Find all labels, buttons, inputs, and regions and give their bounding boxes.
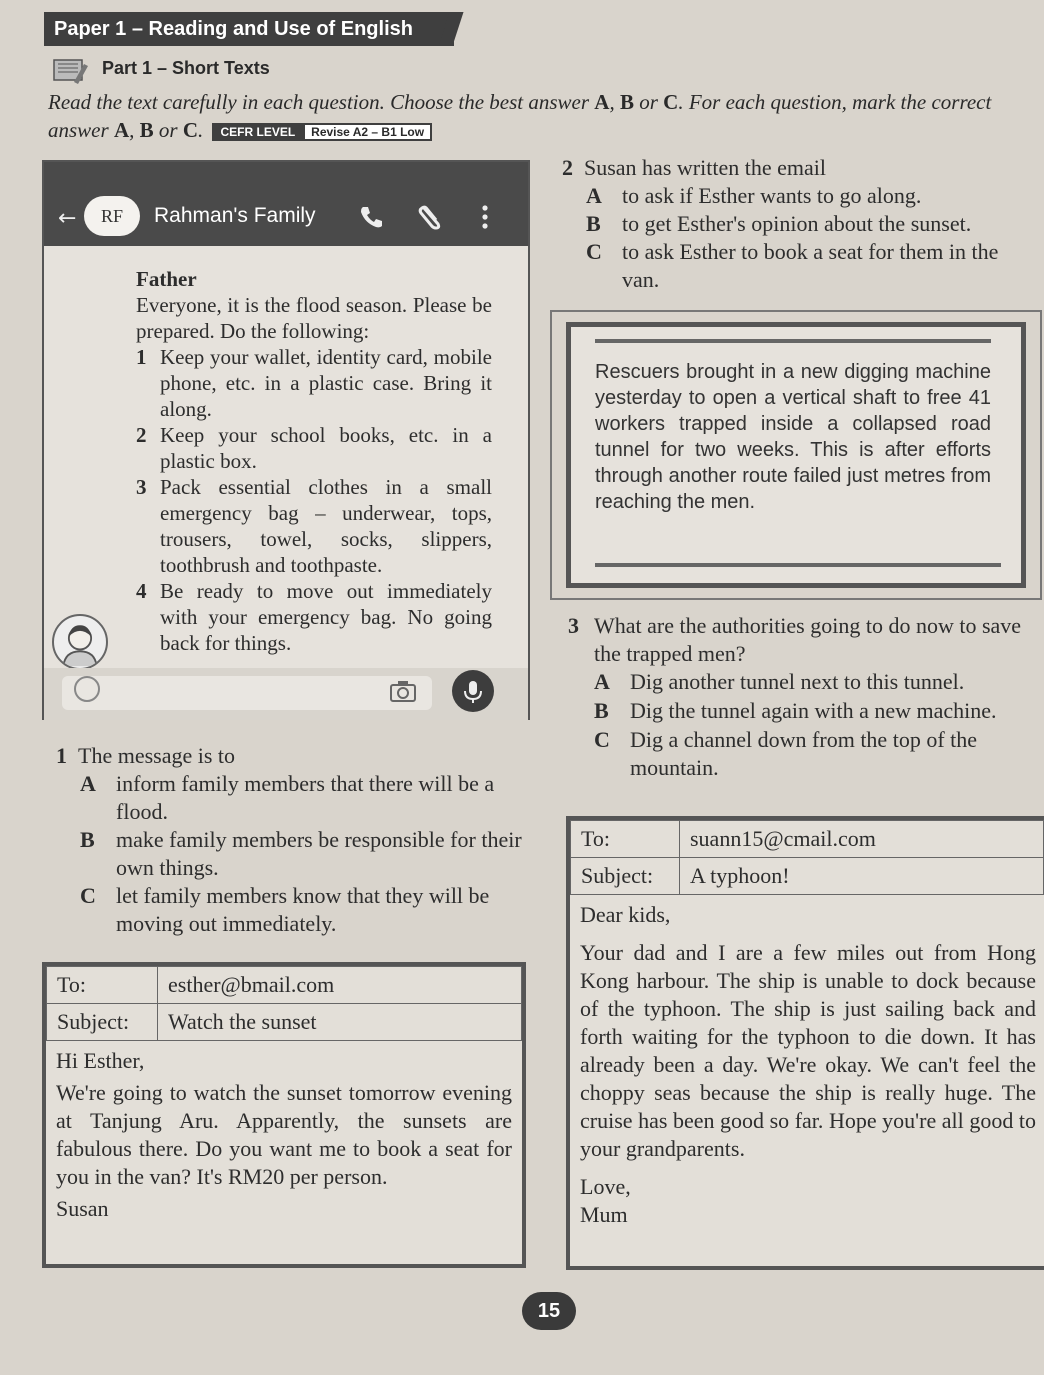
to-value: esther@bmail.com <box>158 967 522 1004</box>
to-label: To: <box>47 967 158 1004</box>
chat-screenshot <box>42 160 530 720</box>
news-text: Rescuers brought in a new digging machine yesterday to open a vertical shaft to free 41 workers trapped inside a collapsed road tunnel for two weeks. This is after efforts through another route failed just metres from reaching the men. <box>595 361 991 513</box>
email-signoff: Susan <box>56 1196 109 1221</box>
email-header-table <box>570 820 1044 895</box>
email-text: Your dad and I are a few miles out from Hong Kong harbour. The ship is unable to dock because of the typhoon. The ship is just sailing back and forth waiting for the typhoon to die down. It has already been a day. We're okay. We can't feel the choppy seas because the ship is really huge. The cruise has been good so far. Hope you're all good to your grandparents. <box>580 940 1036 1161</box>
microphone-button[interactable] <box>452 670 494 712</box>
chat-header <box>44 162 528 246</box>
cefr-badge: CEFR LEVEL Revise A2 – B1 Low <box>212 118 432 146</box>
message-list <box>136 344 492 656</box>
question-3-options: A Dig another tunnel next to this tunnel. B Dig the tunnel again with a new machine. C Dig a channel down from the top of the mountain. <box>594 669 997 780</box>
page-number: 15 <box>522 1292 576 1330</box>
email-body <box>570 895 1044 1235</box>
to-label: To: <box>571 821 680 858</box>
more-options-icon[interactable] <box>480 204 490 230</box>
subject-value: A typhoon! <box>680 858 1044 895</box>
news-top-rule <box>595 339 991 343</box>
list-item: 4 Be ready to move out immediately with your emergency bag. No going back for things. <box>136 579 492 655</box>
paper-title: Paper 1 – Reading and Use of English <box>44 12 454 46</box>
message-intro: Everyone, it is the flood season. Please be prepared. Do the following: <box>136 293 492 343</box>
part-title: Part 1 – Short Texts <box>102 58 270 78</box>
question-2: 2 Susan has written the email <box>562 155 826 180</box>
list-item: 1 Keep your wallet, identity card, mobile phone, etc. in a plastic case. Bring it along. <box>136 345 492 421</box>
subject-label: Subject: <box>47 1004 158 1041</box>
message-input[interactable] <box>62 676 432 710</box>
camera-icon[interactable] <box>390 680 416 702</box>
email-signoff: Mum <box>580 1202 628 1227</box>
subject-label: Subject: <box>571 858 680 895</box>
list-item: 2 Keep your school books, etc. in a plastic box. <box>136 423 492 473</box>
book-stack-icon <box>48 56 90 86</box>
message-sender: Father <box>136 267 197 291</box>
instructions: Read the text carefully in each question. Choose the best answer A, B or C. For each question, mark the correct answer A, B or C. CEFR LEVEL Revise A2 – B1 Low <box>48 88 1038 146</box>
news-bottom-rule <box>595 563 1001 567</box>
question-1: 1 The message is to <box>56 743 236 768</box>
question-1-options: A inform family members that there will be a flood. B make family members be responsible for their own things. C let family members know that they will be moving out immediately. <box>80 771 522 936</box>
paperclip-icon[interactable] <box>416 202 444 232</box>
email-body <box>46 1041 522 1229</box>
email-sunset <box>42 962 526 1268</box>
phone-icon[interactable] <box>358 204 384 230</box>
chat-message <box>136 266 492 656</box>
question-2-options: A to ask if Esther wants to go along. B to get Esther's opinion about the sunset. C to ask Esther to book a seat for them in the van. <box>586 183 999 292</box>
email-header-table <box>46 966 522 1041</box>
back-arrow-icon[interactable]: ← <box>58 206 77 231</box>
email-closing: Love, <box>580 1174 631 1199</box>
email-typhoon <box>566 816 1044 1270</box>
email-greeting: Hi Esther, <box>56 1048 145 1073</box>
group-name: Rahman's Family <box>154 204 316 227</box>
group-avatar: RF <box>84 196 140 236</box>
emoji-icon[interactable] <box>74 676 100 702</box>
news-box <box>566 322 1026 588</box>
to-value: suann15@cmail.com <box>680 821 1044 858</box>
microphone-icon <box>452 670 494 712</box>
sender-avatar <box>52 614 108 670</box>
email-greeting: Dear kids, <box>580 902 671 927</box>
list-item: 3 Pack essential clothes in a small emergency bag – underwear, tops, trousers, towel, socks, slippers, toothbrush and toothpaste. <box>136 475 492 577</box>
email-text: We're going to watch the sunset tomorrow evening at Tanjung Aru. Apparently, the sunsets are fabulous there. Do you want me to book a seat for you in the van? It's RM20 per person. <box>56 1080 512 1189</box>
subject-value: Watch the sunset <box>158 1004 522 1041</box>
